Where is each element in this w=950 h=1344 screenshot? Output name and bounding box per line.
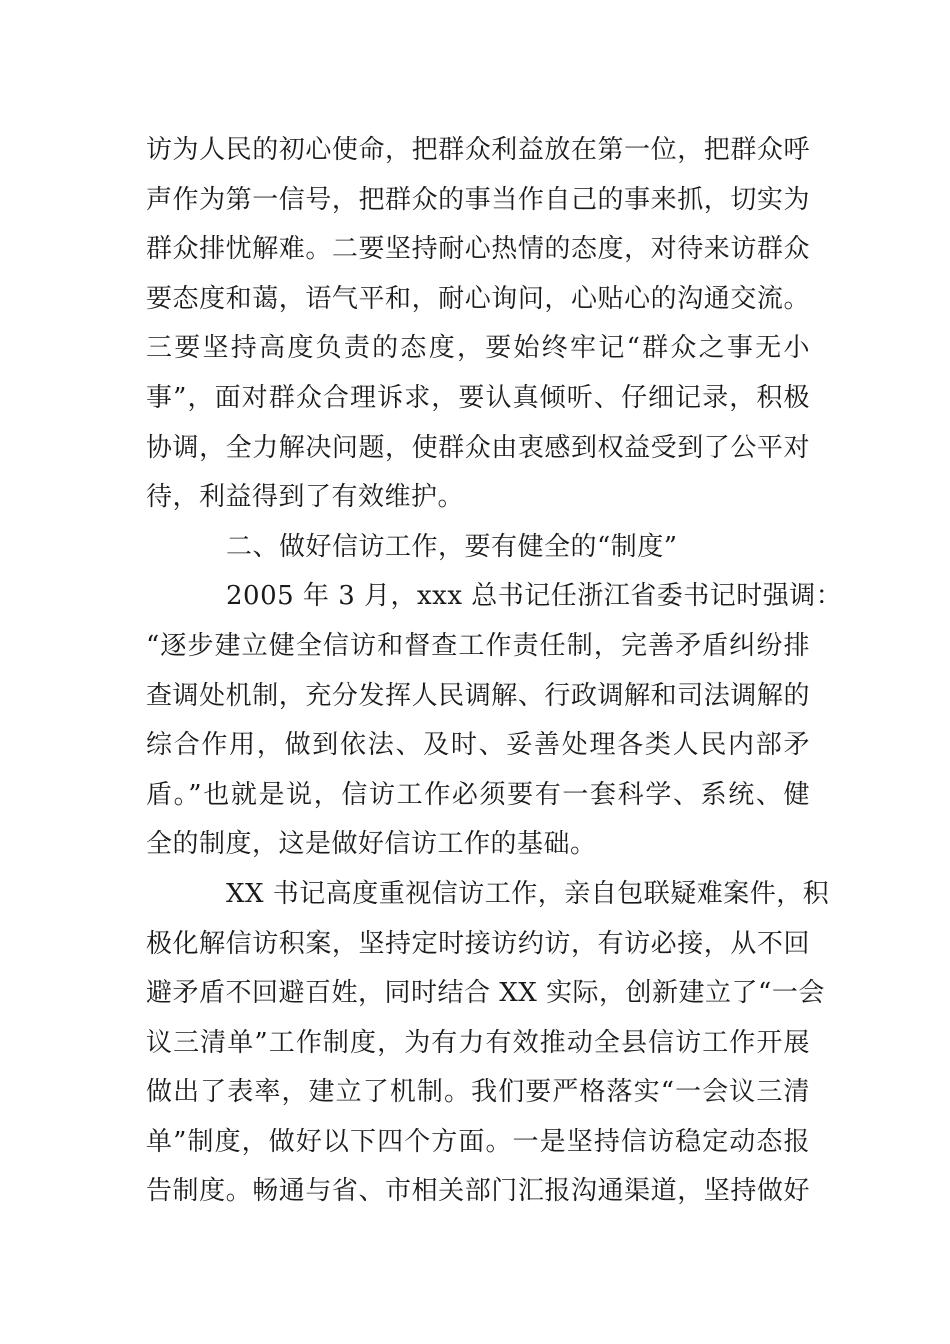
- text-line-10: 2005 年 3 月，xxx 总书记任浙江省委书记时强调：: [226, 581, 843, 612]
- document-body: [146, 126, 843, 1217]
- text-line-20: 做出了表率，建立了机制。我们要严格落实“一会议三清: [146, 1077, 810, 1108]
- text-line-17: 极化解信访积案，坚持定时接访约访，有访必接，从不回: [146, 928, 810, 959]
- text-line-4: 要态度和蔼，语气平和，耐心询问，心贴心的沟通交流。: [146, 283, 810, 314]
- text-line-18: 避矛盾不回避百姓，同时结合 XX 实际，创新建立了“一会: [146, 978, 825, 1009]
- text-line-22: 告制度。畅通与省、市相关部门汇报沟通渠道，坚持做好: [146, 1176, 810, 1207]
- text-line-1: 访为人民的初心使命，把群众利益放在第一位，把群众呼: [146, 135, 810, 165]
- text-line-5: 三要坚持高度负责的态度，要始终牢记“群众之事无小: [146, 333, 810, 364]
- text-line-2: 声作为第一信号，把群众的事当作自己的事来抓，切实为: [146, 184, 810, 215]
- text-line-7: 协调，全力解决问题，使群众由衷感到权益受到了公平对: [146, 432, 810, 463]
- text-line-8: 待，利益得到了有效维护。: [146, 482, 465, 513]
- text-line-6: 事”，面对群众合理诉求，要认真倾听、仔细记录，积极: [146, 382, 810, 413]
- section-heading: 二、做好信访工作，要有健全的“制度”: [226, 531, 678, 562]
- text-line-12: 查调处机制，充分发挥人民调解、行政调解和司法调解的: [146, 680, 810, 711]
- text-line-14: 盾。”也就是说，信访工作必须要有一套科学、系统、健: [146, 779, 810, 810]
- text-line-16: XX 书记高度重视信访工作，亲自包联疑难案件，积: [226, 878, 830, 909]
- text-line-3: 群众排忧解难。二要坚持耐心热情的态度，对待来访群众: [146, 234, 810, 265]
- text-line-21: 单”制度，做好以下四个方面。一是坚持信访稳定动态报: [146, 1126, 810, 1157]
- text-line-13: 综合作用，做到依法、及时、妥善处理各类人民内部矛: [146, 730, 810, 761]
- text-line-19: 议三清单”工作制度，为有力有效推动全县信访工作开展: [146, 1027, 810, 1058]
- text-line-15: 全的制度，这是做好信访工作的基础。: [146, 829, 597, 860]
- text-line-11: “逐步建立健全信访和督查工作责任制，完善矛盾纠纷排: [146, 630, 810, 661]
